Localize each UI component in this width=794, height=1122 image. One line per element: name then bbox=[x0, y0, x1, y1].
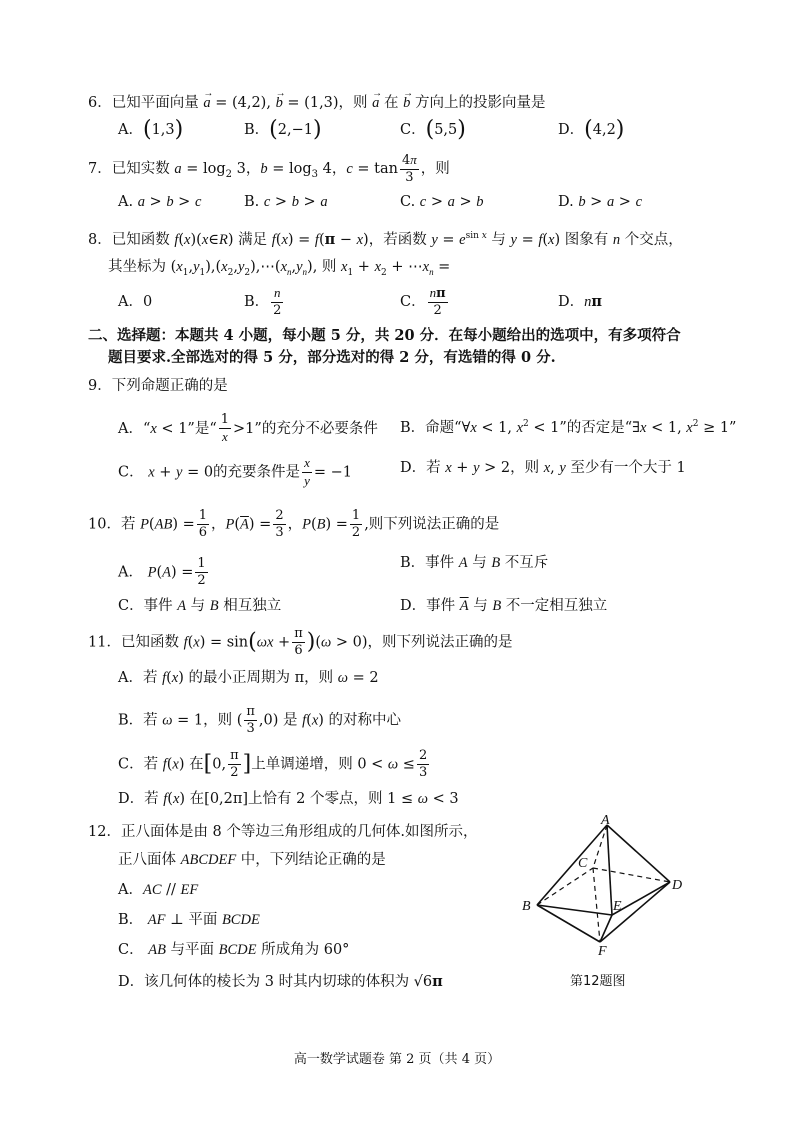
q9-option-a: A．“x < 1”是“ $\frac{1}{x}$ >1”的充分不必要条件 bbox=[118, 412, 378, 444]
q8-option-c: C． $\frac{n\pi}{2}$ bbox=[400, 285, 446, 318]
q7-option-c: C. c > a > b bbox=[400, 194, 484, 210]
vertex-label-c: C bbox=[578, 856, 588, 871]
q12-option-a: A．AC // EF bbox=[118, 882, 199, 898]
q6-option-c: C．(5,5) bbox=[400, 117, 466, 142]
vertex-label-e: E bbox=[613, 899, 622, 914]
q8-stem-line1: 8．已知函数 f(x)(x∈R) 满足 f(x) = f(π − x)，若函数 $y = e^{sin x}$ 与 y = f(x) 图象有 n 个交点， bbox=[88, 230, 683, 248]
section2-heading-line1: 二、选择题：本题共 4 小题，每小题 5 分，共 20 分．在每小题给出的选项中，有多项符合 bbox=[88, 327, 681, 344]
q11-option-c: C．若 f(x) 在[0, $\frac{\pi}{2}$ ]上单调递增，则 0 < ω ≤ $\frac{2}{3}$ bbox=[118, 748, 428, 780]
q8-option-b: B． $\frac{n}{2}$ bbox=[244, 285, 282, 318]
q9-stem: 9．下列命题正确的是 bbox=[88, 378, 228, 394]
q10-option-b: B．事件 A 与 B 不互斥 bbox=[400, 555, 549, 571]
q9-option-c: C． x + y = 0的充要条件是 $\frac{x}{y}$ = −1 bbox=[118, 455, 352, 488]
vertex-label-d: D bbox=[672, 878, 683, 893]
q6-option-a: A．(1,3) bbox=[118, 117, 184, 142]
q10-option-c: C．事件 A 与 B 相互独立 bbox=[118, 598, 282, 614]
q6-option-d: D．(4,2) bbox=[558, 117, 625, 142]
q10-stem: 10．若 P(AB) = $\frac{1}{6}$ ，$P(\overline{A})$ = $\frac{2}{3}$ ，P(B) = $\frac{1}{2}$ ,则下列说法正确的是 bbox=[88, 508, 500, 540]
q10-option-a: A． P(A) = $\frac{1}{2}$ bbox=[118, 556, 206, 588]
q11-stem: 11．已知函数 f(x) = sin(ωx + $\frac{\pi}{6}$ )(ω > 0)，则下列说法正确的是 bbox=[88, 626, 513, 658]
q9-option-d: D．若 x + y > 2，则 x, y 至少有一个大于 1 bbox=[400, 460, 686, 476]
figure-caption: 第12题图 bbox=[570, 974, 626, 989]
q12-option-d: D．该几何体的棱长为 3 时其内切球的体积为 √6π bbox=[118, 973, 443, 990]
q12-stem-line1: 12．正八面体是由 8 个等边三角形组成的几何体.如图所示， bbox=[88, 824, 478, 840]
q8-option-a: A．0 bbox=[118, 294, 153, 310]
q7-option-a: A. a > b > c bbox=[118, 194, 202, 210]
q6-stem: 6．已知平面向量 → a = (4,2), → b = (1,3)，则 → a 在 → b 方向上的投影向量是 bbox=[88, 93, 546, 113]
q10-option-d: D．事件 $\overline{A}$ 与 B 不一定相互独立 bbox=[400, 598, 608, 614]
q8-option-d: D．nπ bbox=[558, 293, 603, 310]
section2-heading-line2: 题目要求.全部选对的得 5 分，部分选对的得 2 分，有选错的得 0 分. bbox=[108, 349, 556, 366]
q6-option-b: B．(2,−1) bbox=[244, 117, 322, 142]
vertex-label-a: A bbox=[601, 815, 610, 828]
q9-option-b: B．命题“∀x < 1, $x^2 < 1$”的否定是“∃x < 1, $x^2 \ge 1$” bbox=[400, 419, 737, 436]
q12-option-c: C． AB 与平面 BCDE 所成角为 60° bbox=[118, 942, 350, 958]
q7-option-d: D. b > a > c bbox=[558, 194, 643, 210]
octahedron-figure bbox=[515, 815, 695, 955]
q12-stem-line2: 正八面体 ABCDEF 中，下列结论正确的是 bbox=[118, 852, 386, 868]
q7-option-b: B. c > b > a bbox=[244, 194, 328, 210]
page-footer: 高一数学试题卷 第 2 页（共 4 页） bbox=[293, 1052, 501, 1067]
q11-option-b: B．若 ω = 1，则 ( $\frac{\pi}{3}$ ,0) 是 f(x) 的对称中心 bbox=[118, 704, 402, 736]
q11-option-a: A．若 f(x) 的最小正周期为 π，则 ω = 2 bbox=[118, 670, 379, 686]
q7-stem: 7．已知实数 $a = \log_2 3$，$b = \log_3 4$，c = tan $\frac{4\pi}{3}$ ，则 bbox=[88, 152, 450, 185]
q11-option-d: D．若 f(x) 在[0,2π]上恰有 2 个零点，则 1 ≤ ω < 3 bbox=[118, 791, 459, 807]
q8-stem-line2: 其坐标为 $(x_1,y_1),(x_2,y_2),\cdots(x_n,y_n)$, 则 $x_1 + x_2$ + $\cdots x_n$ = bbox=[108, 259, 451, 278]
vertex-label-b: B bbox=[522, 899, 531, 914]
vertex-label-f: F bbox=[598, 944, 607, 955]
q12-option-b: B． AF ⊥ 平面 BCDE bbox=[118, 912, 260, 928]
